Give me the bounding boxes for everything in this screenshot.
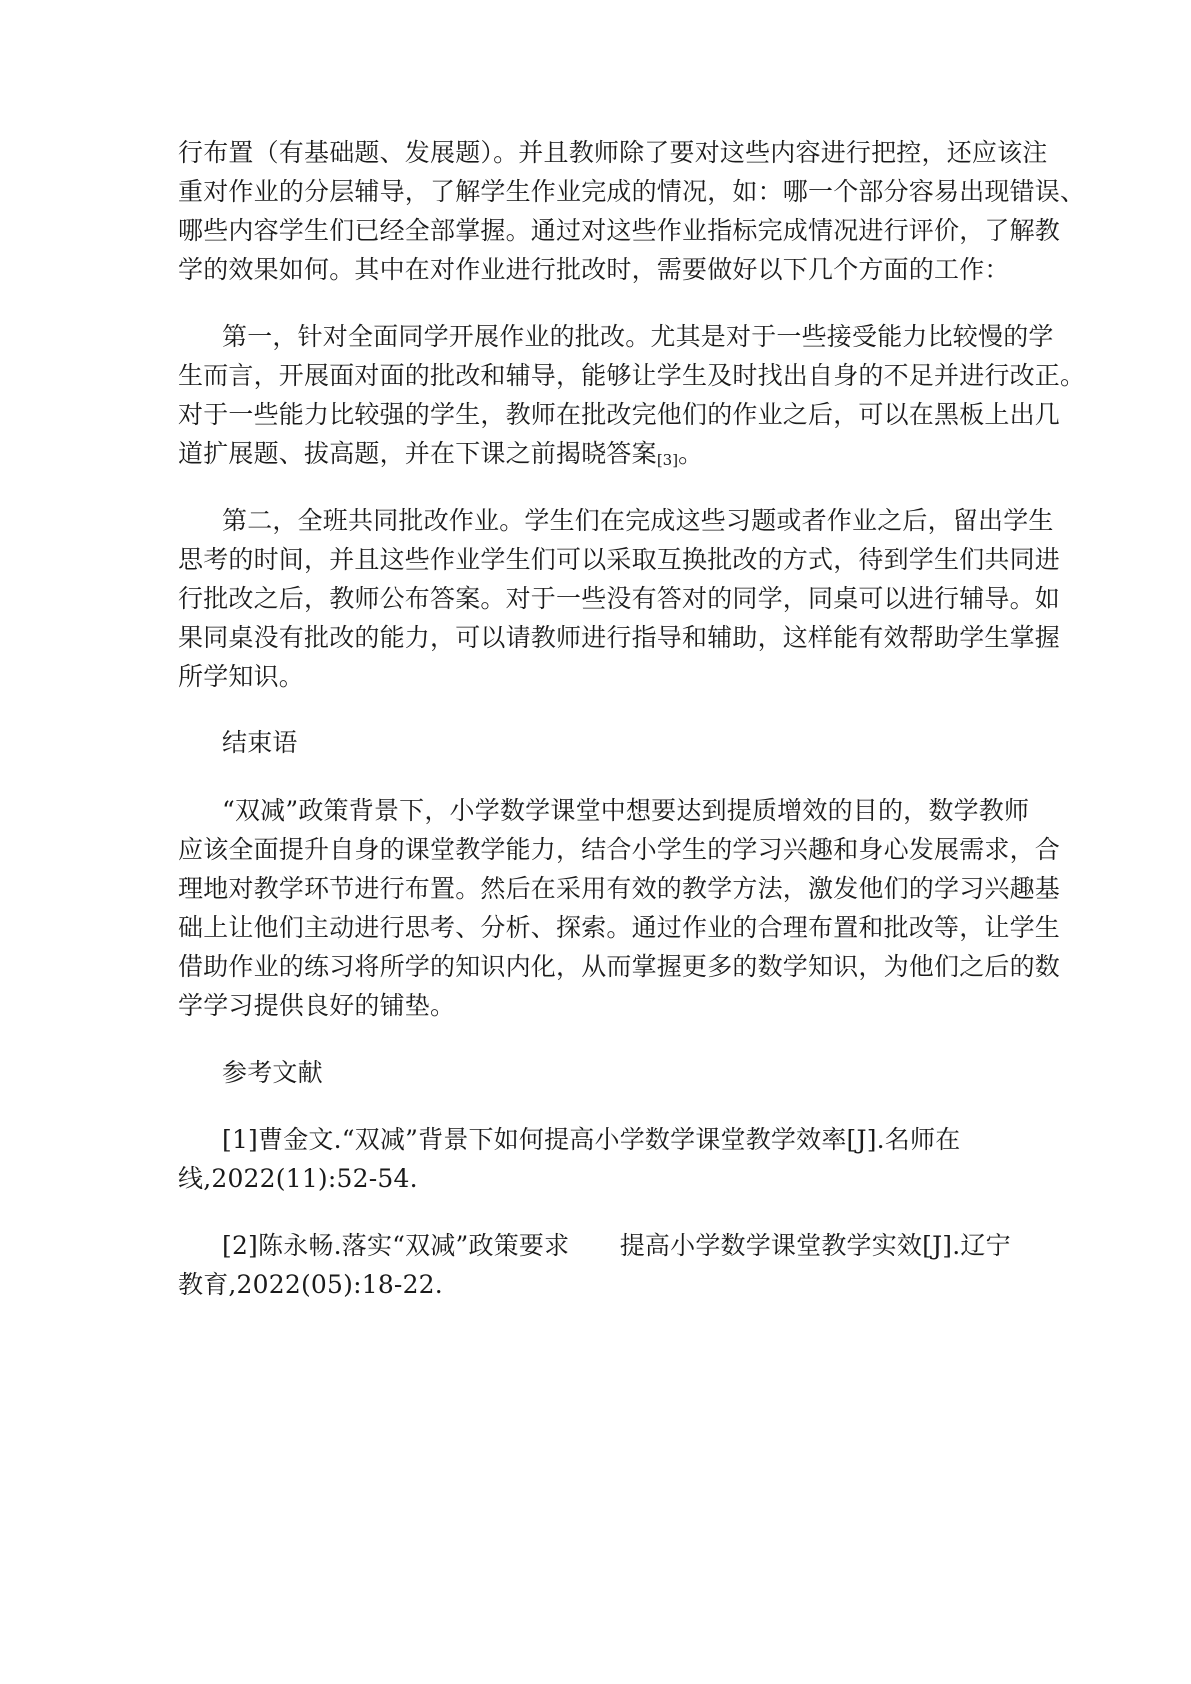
body-text-line: 第一，针对全面同学开展作业的批改。尤其是对于一些接受能力比较慢的学 <box>222 322 1054 351</box>
body-text-line: 哪些内容学生们已经全部掌握。通过对这些作业指标完成情况进行评价，了解教 <box>178 216 1061 245</box>
body-text-line: 础上让他们主动进行思考、分析、探索。通过作业的合理布置和批改等，让学生 <box>178 913 1061 942</box>
body-text-line: “双减”政策背景下，小学数学课堂中想要达到提质增效的目的，数学教师 <box>222 796 1030 825</box>
body-text-line: 重对作业的分层辅导，了解学生作业完成的情况，如：哪一个部分容易出现错误、 <box>178 177 1086 206</box>
body-text-line: 学的效果如何。其中在对作业进行批改时，需要做好以下几个方面的工作： <box>178 255 1010 284</box>
body-text-line: 学学习提供良好的铺垫。 <box>178 991 456 1020</box>
body-text: 。 <box>678 439 704 468</box>
body-text-line: 第二，全班共同批改作业。学生们在完成这些习题或者作业之后，留出学生 <box>222 506 1054 535</box>
body-text-line: 生而言，开展面对面的批改和辅导，能够让学生及时找出自身的不足并进行改正。 <box>178 361 1086 390</box>
body-text-line: 对于一些能力比较强的学生，教师在批改完他们的作业之后，可以在黑板上出几 <box>178 400 1061 429</box>
reference-line: [1]曹金文.“双减”背景下如何提高小学数学课堂教学效率[J].名师在 <box>222 1125 961 1154</box>
body-text: 道扩展题、拔高题，并在下课之前揭晓答案 <box>178 439 657 468</box>
section-heading: 参考文献 <box>222 1058 323 1087</box>
body-text-line: 果同桌没有批改的能力，可以请教师进行指导和辅助，这样能有效帮助学生掌握 <box>178 623 1061 652</box>
body-text-line: 借助作业的练习将所学的知识内化，从而掌握更多的数学知识，为他们之后的数 <box>178 952 1061 981</box>
body-text-line: 行批改之后，教师公布答案。对于一些没有答对的同学，同桌可以进行辅导。如 <box>178 584 1061 613</box>
body-text-line <box>178 439 703 475</box>
body-text-line: 理地对教学环节进行布置。然后在采用有效的教学方法，激发他们的学习兴趣基 <box>178 874 1061 903</box>
section-heading: 结束语 <box>222 728 298 757</box>
body-text-line: 所学知识。 <box>178 662 305 691</box>
reference-line: [2]陈永畅.落实“双减”政策要求 提高小学数学课堂教学实效[J].辽宁 <box>222 1231 1011 1260</box>
body-text-line: 行布置（有基础题、发展题）。并且教师除了要对这些内容进行把控，还应该注 <box>178 138 1048 167</box>
reference-line: 教育,2022(05):18-22. <box>178 1270 443 1299</box>
citation-marker: [3] <box>656 451 679 469</box>
reference-line: 线,2022(11):52-54. <box>178 1164 418 1193</box>
body-text-line: 思考的时间，并且这些作业学生们可以采取互换批改的方式，待到学生们共同进 <box>178 545 1061 574</box>
body-text-line: 应该全面提升自身的课堂教学能力，结合小学生的学习兴趣和身心发展需求，合 <box>178 835 1061 864</box>
